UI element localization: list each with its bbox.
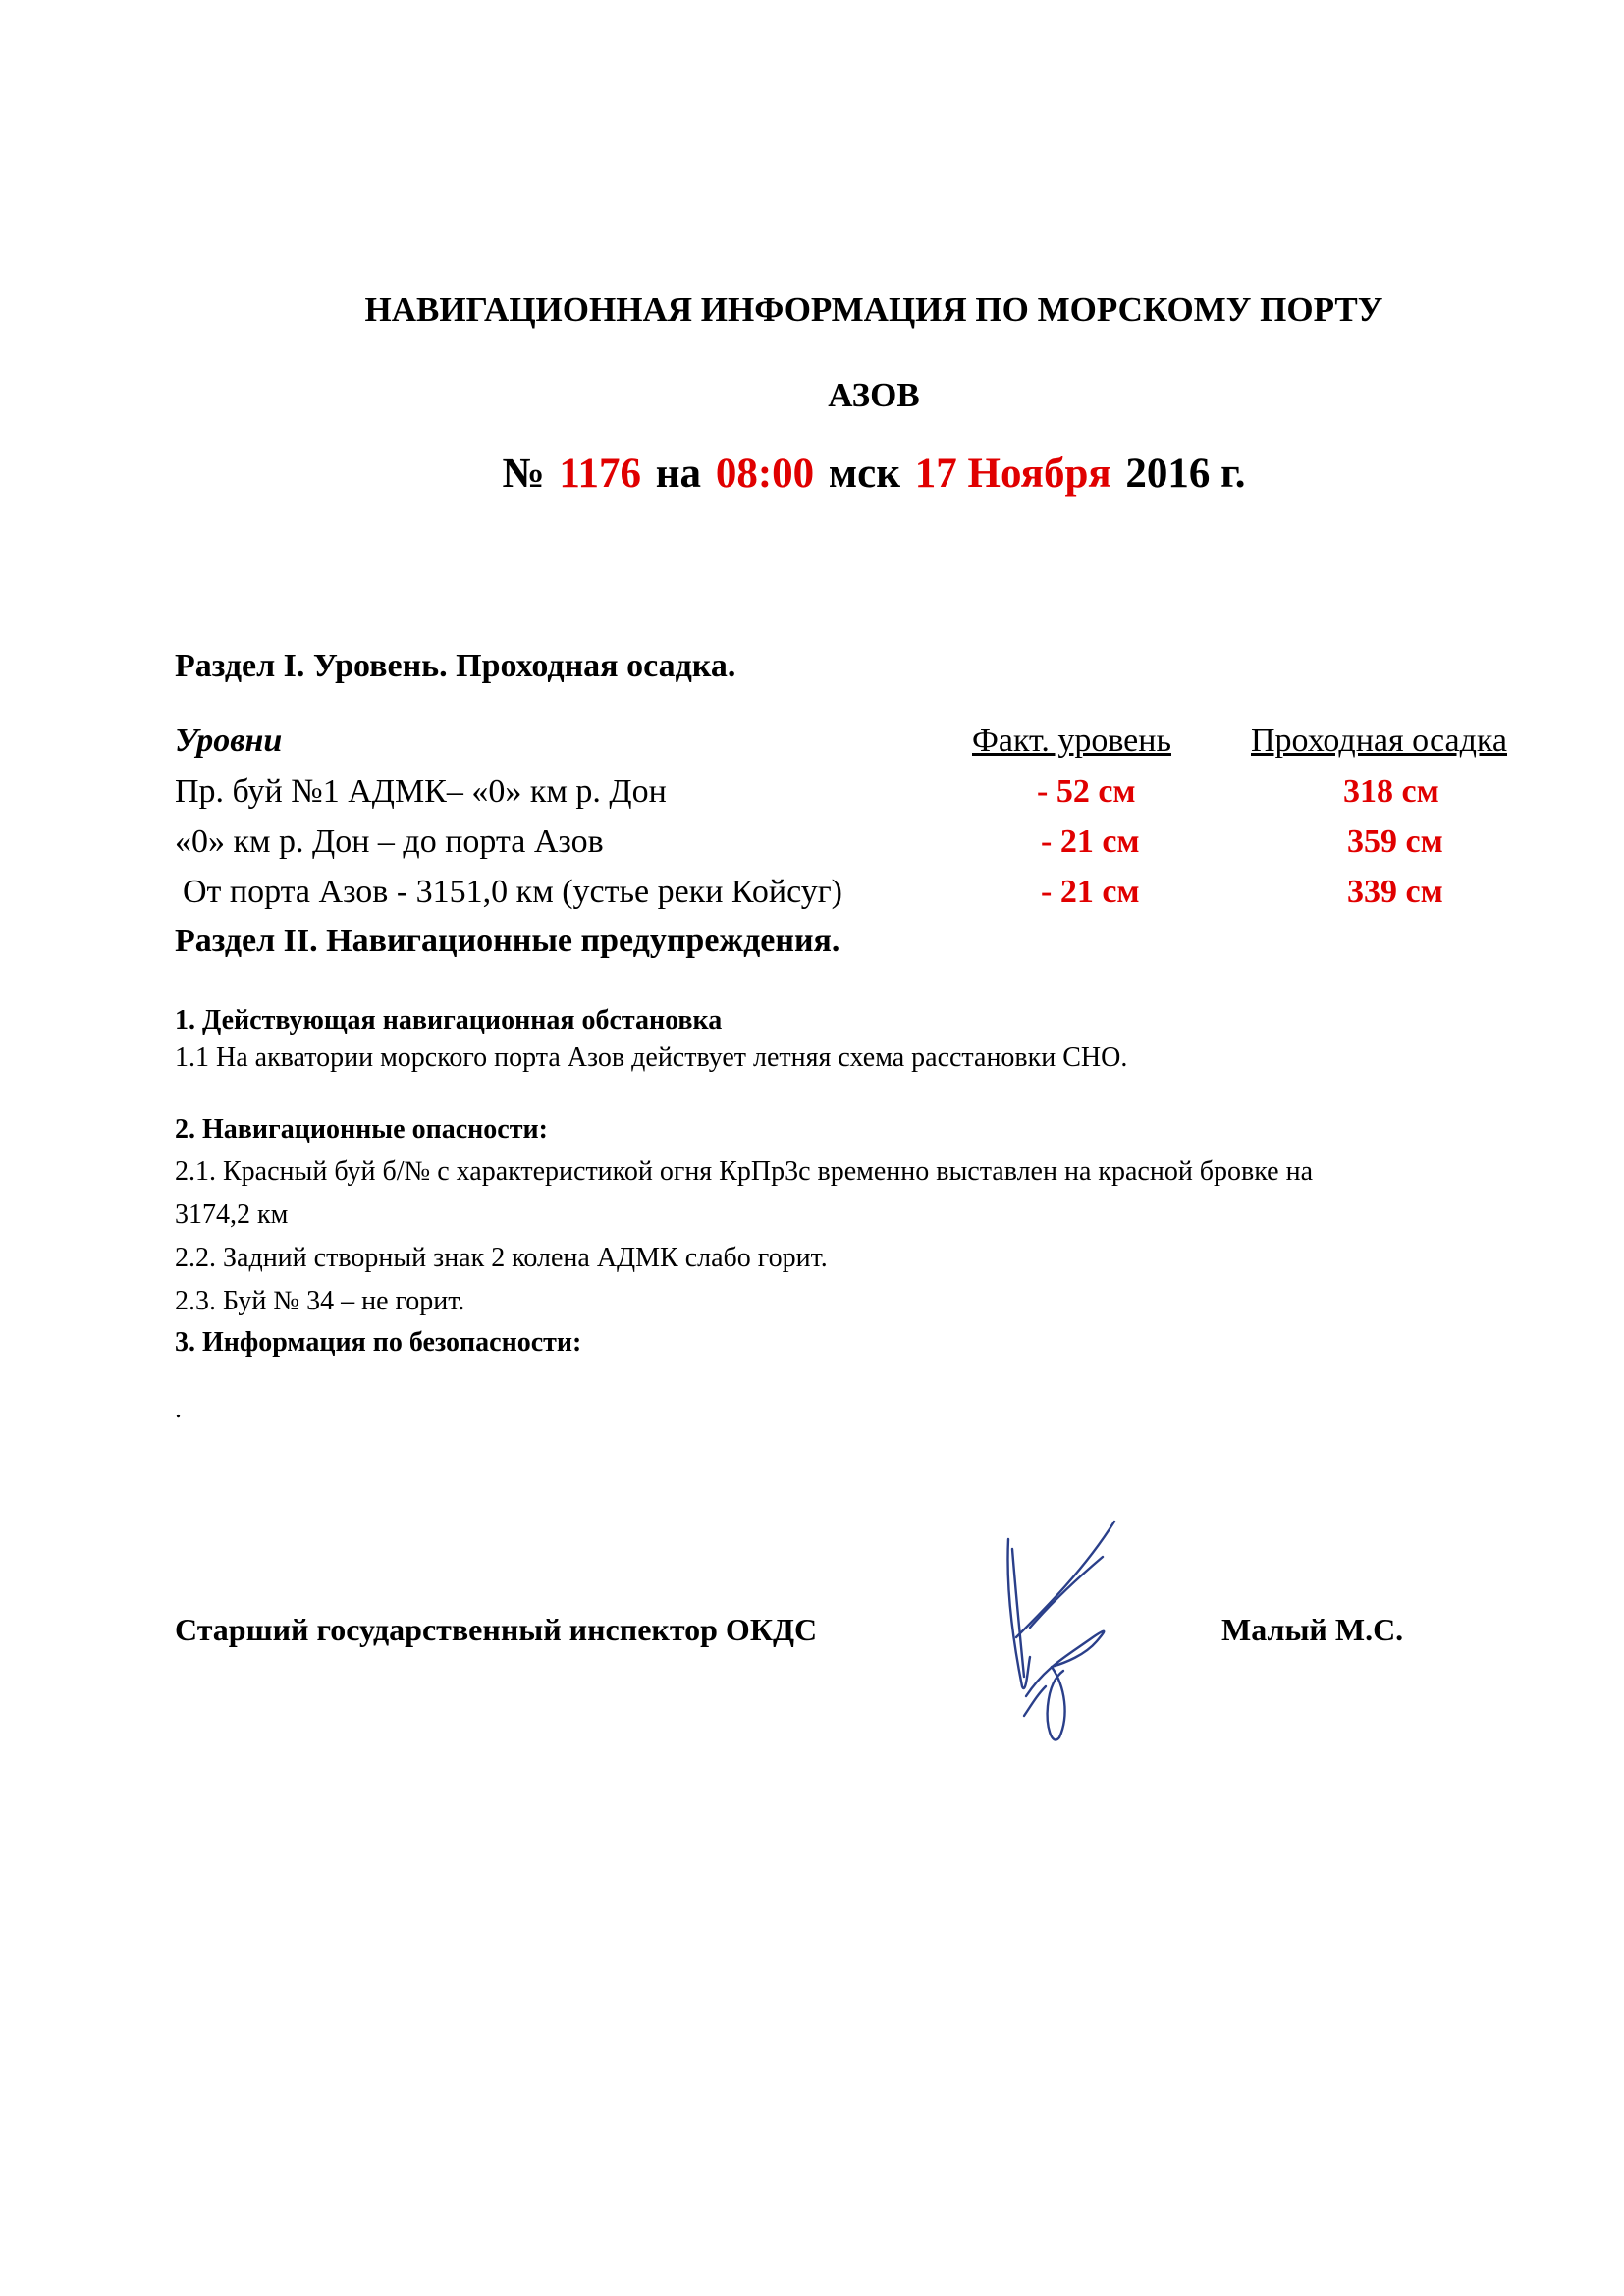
report-number: 1176 <box>559 451 642 497</box>
signature-stroke <box>1012 1549 1024 1677</box>
report-number-line <box>0 450 1624 498</box>
signature-stroke <box>1024 1686 1046 1716</box>
level-row <box>0 774 1624 813</box>
subsection1-title: 1. Действующая навигационная обстановка <box>175 1005 723 1036</box>
timezone: мск <box>828 451 901 497</box>
subsection2-item: 2.2. Задний створный знак 2 колена АДМК слабо горит. <box>175 1243 828 1273</box>
levels-column-draft: Проходная осадка <box>1251 722 1507 759</box>
level-row-draft: 318 см <box>1343 774 1439 810</box>
signature-stroke <box>1016 1522 1114 1637</box>
subsection3-text: . <box>175 1394 182 1424</box>
port-name: АЗОВ <box>828 376 920 414</box>
document-title: НАВИГАЦИОННАЯ ИНФОРМАЦИЯ ПО МОРСКОМУ ПОРТУ <box>364 291 1383 329</box>
signatory-name: Малый М.С. <box>1221 1612 1404 1647</box>
level-row-name: Пр. буй №1 АДМК– «0» км р. Дон <box>175 774 667 810</box>
report-time: 08:00 <box>715 451 815 497</box>
signature-stroke <box>1026 1631 1104 1740</box>
subsection2-item: 3174,2 км <box>175 1200 289 1230</box>
level-row-draft: 339 см <box>1347 874 1443 910</box>
levels-column-name: Уровни <box>175 722 283 759</box>
subsection2-title: 2. Навигационные опасности: <box>175 1114 548 1145</box>
subsection1-item: 1.1 На акватории морского порта Азов действует летняя схема расстановки СНО. <box>175 1042 1128 1073</box>
level-row-draft: 359 см <box>1347 824 1443 860</box>
number-prefix: № <box>502 451 545 497</box>
report-year: 2016 г. <box>1125 451 1246 497</box>
level-row <box>0 824 1624 863</box>
level-row-fact: - 52 см <box>1037 774 1136 810</box>
section1-title: Раздел I. Уровень. Проходная осадка. <box>175 648 736 684</box>
signature-stroke <box>1030 1557 1103 1628</box>
level-row-name: От порта Азов - 3151,0 км (устье реки Койсуг) <box>183 874 842 910</box>
at-label: на <box>655 451 702 497</box>
level-row <box>0 874 1624 913</box>
levels-column-fact: Факт. уровень <box>972 722 1171 759</box>
report-date: 17 Ноября <box>914 451 1111 497</box>
level-row-fact: - 21 см <box>1041 874 1140 910</box>
signatory-title: Старший государственный инспектор ОКДС <box>175 1612 818 1647</box>
level-row-fact: - 21 см <box>1041 824 1140 860</box>
section2-title: Раздел II. Навигационные предупреждения. <box>175 923 840 959</box>
level-row-name: «0» км р. Дон – до порта Азов <box>175 824 604 860</box>
subsection2-item: 2.1. Красный буй б/№ с характеристикой огня КрПр3с временно выставлен на красной бровке на <box>175 1156 1314 1187</box>
subsection2-item: 2.3. Буй № 34 – не горит. <box>175 1286 465 1316</box>
signature-image <box>987 1520 1164 1755</box>
subsection3-title: 3. Информация по безопасности: <box>175 1327 582 1358</box>
